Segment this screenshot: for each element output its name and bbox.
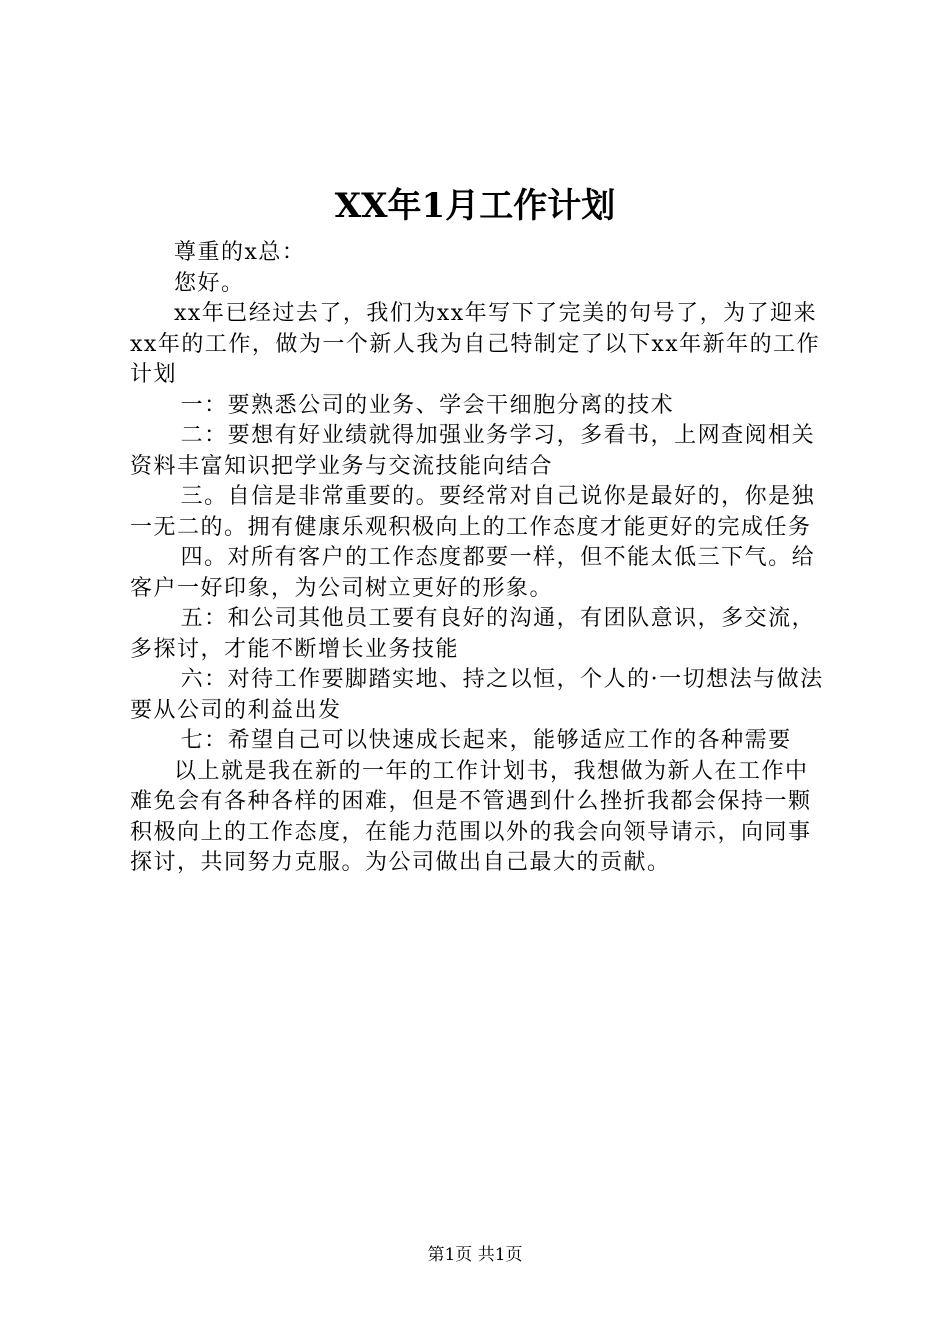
plan-item-1: 一：要熟悉公司的业务、学会干细胞分离的技术	[180, 392, 675, 418]
document-title: XX年1月工作计划	[334, 186, 616, 226]
document-body	[130, 238, 830, 879]
plan-item-3: 三。自信是非常重要的。要经常对自己说你是最好的，你是独一无二的。拥有健康乐观积极向上的工作态度才能更好的完成任务	[130, 484, 816, 540]
plan-item-2: 二：要想有好业绩就得加强业务学习，多看书，上网查阅相关资料丰富知识把学业务与交流技能向结合	[130, 423, 816, 479]
closing-paragraph: 以上就是我在新的一年的工作计划书，我想做为新人在工作中难免会有各种各样的困难，但是不管遇到什么挫折我都会保持一颗积极向上的工作态度，在能力范围以外的我会向领导请示，向同事探讨，共同努力克服。为公司做出自己最大的贡献。	[130, 758, 812, 875]
page-footer: 第1页 共1页	[427, 1245, 523, 1265]
greeting-line: 尊重的x总：	[174, 240, 306, 265]
plan-item-7: 七：希望自己可以快速成长起来，能够适应工作的各种需要	[180, 728, 792, 753]
plan-item-6: 六：对待工作要脚踏实地、持之以恒，个人的·一切想法与做法要从公司的利益出发	[130, 667, 824, 723]
intro-paragraph: xx年已经过去了，我们为xx年写下了完美的句号了，为了迎来xx年的工作，做为一个新人我为自己特制定了以下xx年新年的工作计划	[130, 301, 821, 387]
plan-item-5: 五：和公司其他员工要有良好的沟通，有团队意识，多交流，多探讨，才能不断增长业务技能	[130, 606, 816, 662]
plan-item-4: 四。对所有客户的工作态度都要一样，但不能太低三下气。给客户一好印象，为公司树立更好的形象。	[130, 545, 816, 601]
salutation-line: 您好。	[174, 270, 245, 296]
